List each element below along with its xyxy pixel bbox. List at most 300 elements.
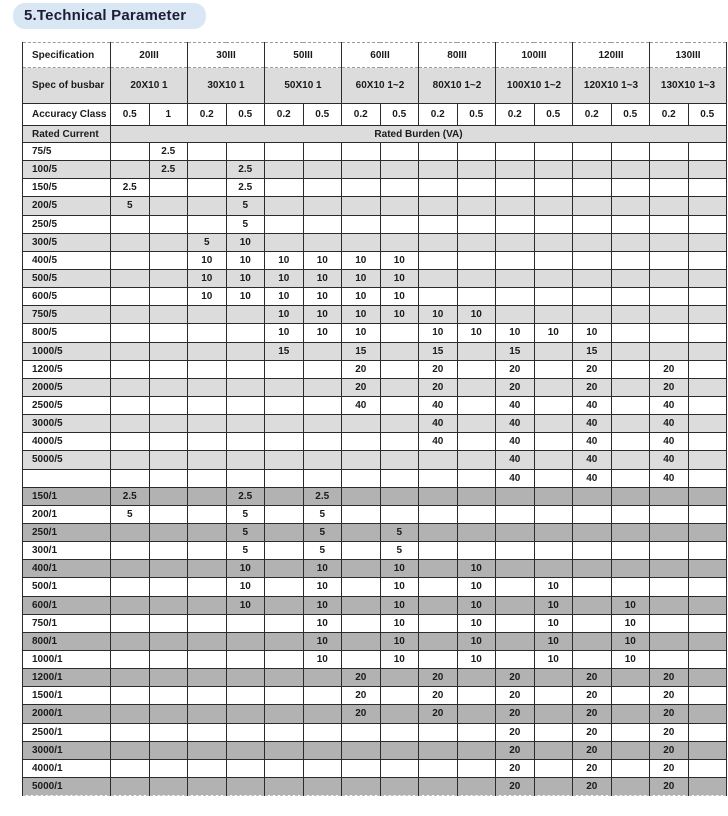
burden-value-cell xyxy=(380,179,419,197)
burden-value-cell xyxy=(111,687,150,705)
header-accuracy-value: 0.5 xyxy=(534,104,573,126)
burden-value-cell xyxy=(342,777,381,795)
burden-value-cell xyxy=(149,469,188,487)
table-row xyxy=(23,288,727,306)
burden-value-cell xyxy=(457,669,496,687)
row-label-rated-current: 1000/5 xyxy=(23,342,111,360)
burden-value-cell: 5 xyxy=(111,197,150,215)
burden-value-cell: 20 xyxy=(419,669,458,687)
page-title: 5.Technical Parameter xyxy=(13,3,206,29)
header-specification-value: 60III xyxy=(342,43,419,68)
burden-value-cell xyxy=(688,723,727,741)
burden-value-cell: 40 xyxy=(419,433,458,451)
burden-value-cell xyxy=(303,161,342,179)
burden-value-cell xyxy=(650,578,689,596)
burden-value-cell xyxy=(457,269,496,287)
burden-value-cell xyxy=(611,288,650,306)
burden-value-cell xyxy=(265,650,304,668)
burden-value-cell xyxy=(457,415,496,433)
burden-value-cell: 10 xyxy=(611,632,650,650)
burden-value-cell xyxy=(457,777,496,795)
table-row xyxy=(23,306,727,324)
burden-value-cell xyxy=(650,179,689,197)
burden-value-cell xyxy=(265,542,304,560)
burden-value-cell: 20 xyxy=(496,360,535,378)
row-label-rated-current: 2500/5 xyxy=(23,396,111,414)
burden-value-cell xyxy=(380,741,419,759)
burden-value-cell: 5 xyxy=(380,542,419,560)
burden-value-cell xyxy=(457,342,496,360)
burden-value-cell xyxy=(650,596,689,614)
burden-value-cell xyxy=(303,197,342,215)
burden-value-cell xyxy=(188,433,227,451)
burden-value-cell xyxy=(226,324,265,342)
burden-value-cell xyxy=(303,687,342,705)
burden-value-cell xyxy=(265,741,304,759)
burden-value-cell: 20 xyxy=(496,723,535,741)
burden-value-cell: 20 xyxy=(573,741,612,759)
burden-value-cell xyxy=(303,360,342,378)
row-label-rated-current: 300/1 xyxy=(23,542,111,560)
burden-value-cell: 20 xyxy=(496,777,535,795)
burden-value-cell xyxy=(611,777,650,795)
header-specification-value: 130III xyxy=(650,43,727,68)
burden-value-cell: 10 xyxy=(265,288,304,306)
burden-value-cell: 40 xyxy=(573,433,612,451)
burden-value-cell xyxy=(303,233,342,251)
burden-value-cell xyxy=(380,233,419,251)
burden-value-cell: 20 xyxy=(573,669,612,687)
burden-value-cell xyxy=(188,523,227,541)
burden-value-cell xyxy=(496,542,535,560)
burden-value-cell xyxy=(650,542,689,560)
burden-value-cell xyxy=(419,215,458,233)
burden-value-cell xyxy=(188,378,227,396)
burden-value-cell: 20 xyxy=(496,705,535,723)
burden-value-cell xyxy=(265,161,304,179)
burden-value-cell xyxy=(688,596,727,614)
burden-value-cell: 10 xyxy=(226,288,265,306)
burden-value-cell: 10 xyxy=(457,306,496,324)
burden-value-cell: 20 xyxy=(573,360,612,378)
burden-value-cell xyxy=(188,360,227,378)
burden-value-cell xyxy=(226,396,265,414)
burden-value-cell xyxy=(111,143,150,161)
table-row xyxy=(23,378,727,396)
burden-value-cell xyxy=(111,251,150,269)
burden-value-cell xyxy=(688,523,727,541)
row-label-rated-current: 600/5 xyxy=(23,288,111,306)
burden-value-cell xyxy=(457,469,496,487)
table-row xyxy=(23,705,727,723)
row-label-rated-current: 250/5 xyxy=(23,215,111,233)
header-specification-value: 100III xyxy=(496,43,573,68)
burden-value-cell xyxy=(611,578,650,596)
burden-value-cell: 15 xyxy=(573,342,612,360)
burden-value-cell: 10 xyxy=(457,578,496,596)
burden-value-cell xyxy=(149,306,188,324)
burden-value-cell xyxy=(419,469,458,487)
burden-value-cell: 10 xyxy=(226,233,265,251)
burden-value-cell: 10 xyxy=(611,650,650,668)
burden-value-cell: 40 xyxy=(419,396,458,414)
row-label-rated-current: 800/5 xyxy=(23,324,111,342)
burden-value-cell xyxy=(111,451,150,469)
burden-value-cell xyxy=(650,632,689,650)
burden-value-cell xyxy=(688,161,727,179)
burden-value-cell xyxy=(688,542,727,560)
burden-value-cell xyxy=(650,560,689,578)
burden-value-cell xyxy=(149,614,188,632)
burden-value-cell: 10 xyxy=(380,650,419,668)
burden-value-cell xyxy=(226,451,265,469)
burden-value-cell: 10 xyxy=(265,324,304,342)
burden-value-cell xyxy=(342,632,381,650)
burden-value-cell xyxy=(573,523,612,541)
burden-value-cell xyxy=(303,433,342,451)
table-row xyxy=(23,233,727,251)
burden-value-cell xyxy=(188,632,227,650)
burden-value-cell xyxy=(380,759,419,777)
table-row xyxy=(23,614,727,632)
burden-value-cell: 10 xyxy=(496,324,535,342)
burden-value-cell xyxy=(303,759,342,777)
burden-value-cell xyxy=(303,705,342,723)
burden-value-cell xyxy=(188,396,227,414)
burden-value-cell xyxy=(457,197,496,215)
burden-value-cell: 20 xyxy=(419,360,458,378)
burden-value-cell: 40 xyxy=(573,396,612,414)
table-row xyxy=(23,269,727,287)
burden-value-cell xyxy=(380,215,419,233)
burden-value-cell xyxy=(419,614,458,632)
burden-value-cell: 20 xyxy=(650,759,689,777)
burden-value-cell xyxy=(111,288,150,306)
burden-value-cell xyxy=(573,487,612,505)
burden-value-cell xyxy=(457,451,496,469)
burden-value-cell xyxy=(611,197,650,215)
burden-value-cell xyxy=(457,523,496,541)
burden-value-cell xyxy=(342,542,381,560)
burden-value-cell xyxy=(611,669,650,687)
table-row xyxy=(23,324,727,342)
table-row xyxy=(23,560,727,578)
burden-value-cell: 10 xyxy=(457,324,496,342)
burden-value-cell: 10 xyxy=(534,632,573,650)
burden-value-cell: 2.5 xyxy=(226,487,265,505)
burden-value-cell xyxy=(342,578,381,596)
row-label-rated-current: 600/1 xyxy=(23,596,111,614)
burden-value-cell xyxy=(688,632,727,650)
burden-value-cell xyxy=(226,143,265,161)
header-accuracy-value: 0.5 xyxy=(226,104,265,126)
burden-value-cell xyxy=(688,487,727,505)
burden-value-cell: 20 xyxy=(496,378,535,396)
burden-value-cell xyxy=(111,523,150,541)
burden-value-cell xyxy=(342,451,381,469)
burden-value-cell xyxy=(534,469,573,487)
burden-value-cell xyxy=(650,324,689,342)
burden-value-cell xyxy=(611,415,650,433)
burden-value-cell xyxy=(650,143,689,161)
burden-value-cell xyxy=(149,523,188,541)
burden-value-cell: 10 xyxy=(226,596,265,614)
burden-value-cell xyxy=(534,306,573,324)
burden-value-cell: 10 xyxy=(457,632,496,650)
burden-value-cell: 15 xyxy=(265,342,304,360)
header-busbar-value: 30X10 1 xyxy=(188,68,265,104)
burden-value-cell xyxy=(342,560,381,578)
burden-value-cell xyxy=(573,269,612,287)
header-rated-burden-label: Rated Burden (VA) xyxy=(111,126,727,143)
burden-value-cell xyxy=(111,342,150,360)
burden-value-cell: 20 xyxy=(650,669,689,687)
burden-value-cell xyxy=(303,415,342,433)
header-accuracy-value: 0.2 xyxy=(342,104,381,126)
burden-value-cell xyxy=(688,705,727,723)
burden-value-cell: 20 xyxy=(573,777,612,795)
burden-value-cell: 10 xyxy=(303,632,342,650)
burden-value-cell: 5 xyxy=(226,215,265,233)
burden-value-cell xyxy=(303,669,342,687)
burden-value-cell xyxy=(188,415,227,433)
burden-value-cell: 10 xyxy=(303,306,342,324)
burden-value-cell: 5 xyxy=(226,197,265,215)
burden-value-cell: 2.5 xyxy=(149,161,188,179)
table-row xyxy=(23,43,727,68)
burden-value-cell xyxy=(149,342,188,360)
burden-value-cell xyxy=(380,705,419,723)
table-row xyxy=(23,396,727,414)
burden-value-cell: 10 xyxy=(303,614,342,632)
burden-value-cell xyxy=(265,705,304,723)
burden-value-cell: 10 xyxy=(611,614,650,632)
burden-value-cell xyxy=(496,288,535,306)
burden-value-cell xyxy=(573,306,612,324)
burden-value-cell xyxy=(149,451,188,469)
burden-value-cell: 10 xyxy=(265,251,304,269)
burden-value-cell xyxy=(303,215,342,233)
burden-value-cell xyxy=(380,669,419,687)
burden-value-cell xyxy=(149,215,188,233)
burden-value-cell xyxy=(534,487,573,505)
burden-value-cell xyxy=(534,215,573,233)
burden-value-cell xyxy=(265,560,304,578)
burden-value-cell xyxy=(688,687,727,705)
burden-value-cell xyxy=(149,433,188,451)
burden-value-cell xyxy=(303,723,342,741)
burden-value-cell: 40 xyxy=(496,433,535,451)
burden-value-cell xyxy=(688,215,727,233)
burden-value-cell: 20 xyxy=(342,378,381,396)
burden-value-cell xyxy=(611,396,650,414)
burden-value-cell xyxy=(111,396,150,414)
burden-value-cell xyxy=(265,596,304,614)
burden-value-cell xyxy=(611,469,650,487)
burden-value-cell xyxy=(111,433,150,451)
burden-value-cell xyxy=(611,269,650,287)
burden-value-cell xyxy=(611,505,650,523)
burden-value-cell: 10 xyxy=(303,578,342,596)
burden-value-cell xyxy=(611,523,650,541)
row-label-rated-current: 3000/1 xyxy=(23,741,111,759)
burden-value-cell xyxy=(149,669,188,687)
burden-value-cell: 10 xyxy=(342,269,381,287)
burden-value-cell xyxy=(534,669,573,687)
header-busbar-label: Spec of busbar xyxy=(23,68,111,104)
burden-value-cell xyxy=(573,614,612,632)
burden-value-cell xyxy=(265,505,304,523)
burden-value-cell: 20 xyxy=(573,378,612,396)
burden-value-cell: 15 xyxy=(419,342,458,360)
burden-value-cell xyxy=(188,324,227,342)
burden-value-cell xyxy=(496,197,535,215)
burden-value-cell xyxy=(149,360,188,378)
burden-value-cell xyxy=(688,741,727,759)
burden-value-cell xyxy=(303,342,342,360)
burden-value-cell xyxy=(611,233,650,251)
table-row xyxy=(23,487,727,505)
burden-value-cell xyxy=(226,614,265,632)
row-label-rated-current: 1500/1 xyxy=(23,687,111,705)
burden-value-cell xyxy=(265,143,304,161)
burden-value-cell xyxy=(573,542,612,560)
burden-value-cell xyxy=(419,560,458,578)
burden-value-cell xyxy=(419,143,458,161)
header-accuracy-value: 0.5 xyxy=(303,104,342,126)
burden-value-cell: 10 xyxy=(226,251,265,269)
burden-value-cell xyxy=(496,578,535,596)
burden-value-cell xyxy=(342,759,381,777)
burden-value-cell: 2.5 xyxy=(226,161,265,179)
burden-value-cell xyxy=(534,415,573,433)
burden-value-cell xyxy=(534,705,573,723)
burden-value-cell xyxy=(149,324,188,342)
header-busbar-value: 60X10 1~2 xyxy=(342,68,419,104)
burden-value-cell xyxy=(303,469,342,487)
header-specification-value: 50III xyxy=(265,43,342,68)
table-row xyxy=(23,777,727,795)
header-accuracy-value: 0.5 xyxy=(380,104,419,126)
burden-value-cell xyxy=(496,251,535,269)
burden-value-cell xyxy=(342,415,381,433)
burden-value-cell: 2.5 xyxy=(111,487,150,505)
burden-value-cell: 40 xyxy=(650,396,689,414)
burden-value-cell xyxy=(188,560,227,578)
burden-value-cell: 15 xyxy=(342,342,381,360)
burden-value-cell xyxy=(688,378,727,396)
burden-value-cell xyxy=(496,269,535,287)
table-row xyxy=(23,723,727,741)
burden-value-cell xyxy=(149,396,188,414)
burden-value-cell xyxy=(111,542,150,560)
table-row xyxy=(23,542,727,560)
burden-value-cell: 10 xyxy=(419,324,458,342)
burden-value-cell: 20 xyxy=(496,687,535,705)
burden-value-cell xyxy=(688,759,727,777)
burden-value-cell xyxy=(188,596,227,614)
burden-value-cell: 40 xyxy=(650,469,689,487)
burden-value-cell xyxy=(419,161,458,179)
burden-value-cell: 40 xyxy=(496,451,535,469)
table-row xyxy=(23,578,727,596)
burden-value-cell xyxy=(149,705,188,723)
burden-value-cell: 10 xyxy=(457,614,496,632)
burden-value-cell xyxy=(650,269,689,287)
burden-value-cell xyxy=(380,415,419,433)
burden-value-cell xyxy=(611,560,650,578)
burden-value-cell: 10 xyxy=(419,306,458,324)
burden-value-cell xyxy=(534,143,573,161)
burden-value-cell: 20 xyxy=(342,360,381,378)
burden-value-cell xyxy=(611,360,650,378)
burden-value-cell xyxy=(380,197,419,215)
burden-value-cell xyxy=(496,614,535,632)
burden-value-cell xyxy=(496,596,535,614)
burden-value-cell xyxy=(419,542,458,560)
row-label-rated-current: 1200/5 xyxy=(23,360,111,378)
burden-value-cell xyxy=(226,705,265,723)
burden-value-cell: 20 xyxy=(573,705,612,723)
burden-value-cell xyxy=(265,469,304,487)
burden-value-cell: 10 xyxy=(380,306,419,324)
burden-value-cell xyxy=(188,469,227,487)
row-label-rated-current: 1000/1 xyxy=(23,650,111,668)
burden-value-cell xyxy=(303,777,342,795)
row-label-rated-current: 300/5 xyxy=(23,233,111,251)
header-busbar-value: 120X10 1~3 xyxy=(573,68,650,104)
burden-value-cell xyxy=(688,143,727,161)
burden-value-cell xyxy=(573,143,612,161)
header-accuracy-value: 0.5 xyxy=(111,104,150,126)
burden-value-cell: 2.5 xyxy=(149,143,188,161)
row-label-rated-current: 1200/1 xyxy=(23,669,111,687)
burden-value-cell xyxy=(188,777,227,795)
burden-value-cell: 40 xyxy=(650,433,689,451)
table-row xyxy=(23,342,727,360)
burden-value-cell xyxy=(226,415,265,433)
burden-value-cell xyxy=(188,306,227,324)
burden-value-cell xyxy=(534,505,573,523)
burden-value-cell xyxy=(650,233,689,251)
burden-value-cell xyxy=(611,433,650,451)
burden-value-cell xyxy=(611,542,650,560)
header-specification-value: 30III xyxy=(188,43,265,68)
burden-value-cell xyxy=(688,415,727,433)
burden-value-cell xyxy=(342,469,381,487)
burden-value-cell xyxy=(188,669,227,687)
burden-value-cell xyxy=(573,215,612,233)
burden-value-cell xyxy=(457,396,496,414)
burden-value-cell xyxy=(650,342,689,360)
burden-value-cell xyxy=(149,269,188,287)
burden-value-cell xyxy=(380,324,419,342)
burden-value-cell xyxy=(496,179,535,197)
burden-value-cell xyxy=(457,542,496,560)
row-label-rated-current: 150/5 xyxy=(23,179,111,197)
table-row xyxy=(23,759,727,777)
burden-value-cell xyxy=(419,523,458,541)
burden-value-cell: 20 xyxy=(650,777,689,795)
burden-value-cell xyxy=(534,723,573,741)
burden-value-cell xyxy=(342,215,381,233)
burden-value-cell: 40 xyxy=(573,451,612,469)
burden-value-cell xyxy=(419,578,458,596)
burden-value-cell xyxy=(688,433,727,451)
burden-value-cell xyxy=(265,197,304,215)
row-label-rated-current: 200/5 xyxy=(23,197,111,215)
burden-value-cell xyxy=(457,143,496,161)
